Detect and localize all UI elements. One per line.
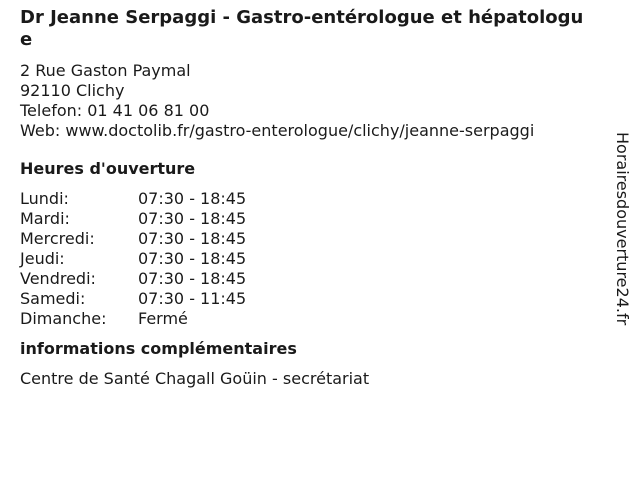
business-card (20, 7, 595, 389)
day-label: Vendredi: (20, 269, 96, 288)
time-value: 07:30 - 18:45 (138, 229, 247, 248)
time-value: 07:30 - 18:45 (138, 189, 247, 208)
hours-row-thursday (20, 249, 595, 269)
site-watermark: Horairesdouverture24.fr (613, 132, 632, 326)
hours-table (20, 189, 595, 329)
day-label: Jeudi: (20, 249, 65, 268)
time-value: 07:30 - 18:45 (138, 209, 247, 228)
time-value: 07:30 - 11:45 (138, 289, 247, 308)
website-link[interactable]: Web: www.doctolib.fr/gastro-enterologue/clichy/jeanne-serpaggi (20, 121, 535, 140)
street-address: 2 Rue Gaston Paymal (20, 61, 191, 80)
hours-heading: Heures d'ouverture (20, 159, 196, 178)
time-value: Fermé (138, 309, 188, 328)
day-label: Dimanche: (20, 309, 107, 328)
city-postcode: 92110 Clichy (20, 81, 125, 100)
phone-number: Telefon: 01 41 06 81 00 (20, 101, 210, 120)
hours-row-sunday (20, 309, 595, 329)
info-text: Centre de Santé Chagall Goüin - secrétariat (20, 369, 370, 388)
address-block (20, 61, 595, 141)
day-label: Lundi: (20, 189, 69, 208)
info-heading: informations complémentaires (20, 339, 297, 358)
day-label: Samedi: (20, 289, 86, 308)
hours-row-wednesday (20, 229, 595, 249)
hours-row-friday (20, 269, 595, 289)
time-value: 07:30 - 18:45 (138, 269, 247, 288)
page-title: Dr Jeanne Serpaggi - Gastro-entérologue et hépatologue (20, 7, 584, 50)
hours-row-saturday (20, 289, 595, 309)
day-label: Mercredi: (20, 229, 95, 248)
day-label: Mardi: (20, 209, 70, 228)
hours-row-monday (20, 189, 595, 209)
hours-row-tuesday (20, 209, 595, 229)
time-value: 07:30 - 18:45 (138, 249, 247, 268)
